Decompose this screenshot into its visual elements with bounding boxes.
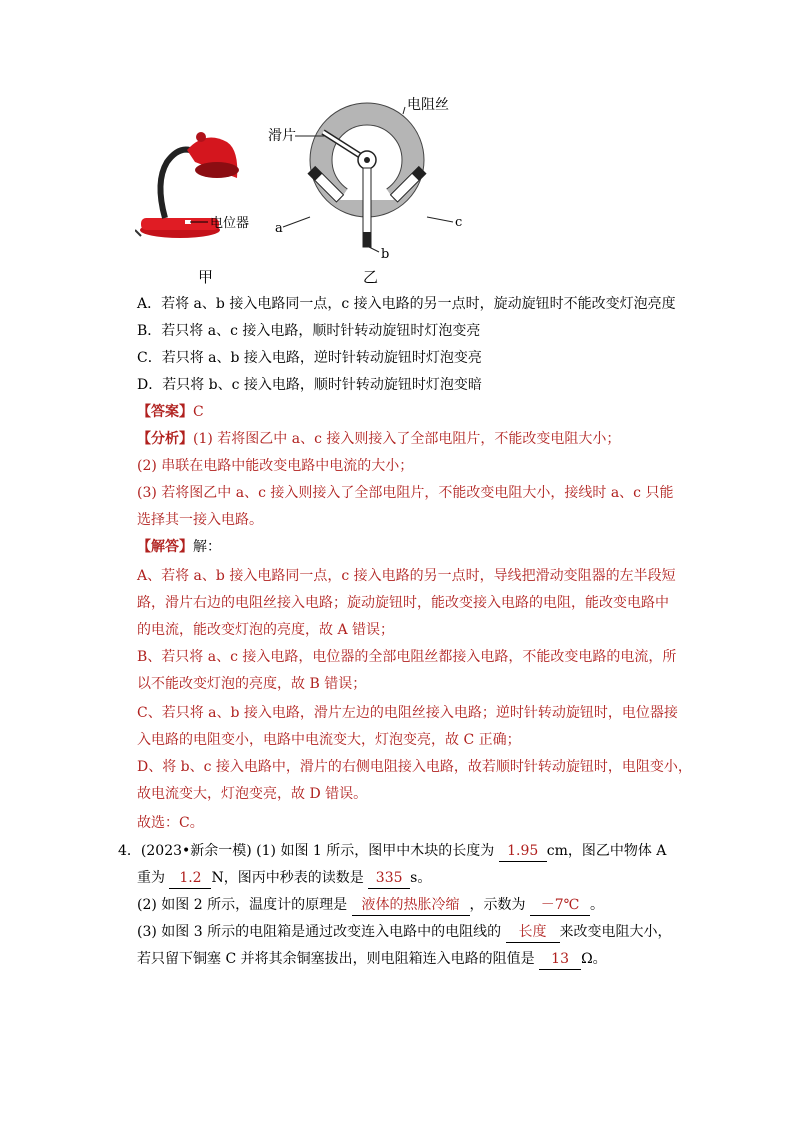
q4-unit-time: s。 [410,870,432,886]
solution-header [137,537,221,557]
label-slider: 滑片 [268,128,296,144]
potentiometer-figure [135,92,480,288]
solution-b-1: B、若只将 a、c 接入电路，电位器的全部电阻丝都接入电路，不能改变电路的电流，所 [137,649,677,665]
q4-line-2 [137,868,431,889]
label-resistance-wire: 电阻丝 [407,97,449,113]
terminal-c-label: c [455,215,463,230]
analysis-text-1: (1) 若将图乙中 a、c 接入则接入了全部电阻片，不能改变电阻大小； [193,431,621,447]
answer-tag: 【答案】 [137,404,193,420]
q4-unit-length: cm，图乙中物体 A [546,843,667,859]
solution-d-1: D、将 b、c 接入电路中，滑片的右侧电阻接入电路，故若顺时针转动旋钮时，电阻变小， [137,759,692,775]
caption-right: 乙 [363,268,379,286]
option-b: B．若只将 a、c 接入电路，顺时针转动旋钮时灯泡变亮 [137,323,481,339]
option-d: D．若只将 b、c 接入电路，顺时针转动旋钮时灯泡变暗 [137,377,482,393]
option-c: C．若只将 a、b 接入电路，逆时针转动旋钮时灯泡变亮 [137,350,482,366]
analysis-line-2: (2) 串联在电路中能改变电路中电流的大小； [137,458,414,474]
solution-c-1: C、若只将 a、b 接入电路，滑片左边的电阻丝接入电路；逆时针转动旋钮时，电位器接 [137,705,678,721]
analysis-line-1 [137,429,620,449]
q4-line-3 [137,895,604,916]
label-potentiometer: 电位器 [210,216,250,231]
q4-answer-resistance: 13 [539,949,581,970]
q4-answer-length: 1.95 [499,841,547,862]
q4-text-4b: 来改变电阻大小， [559,924,672,940]
q4-answer-time: 335 [368,868,410,889]
potentiometer-diagram [283,103,453,252]
answer-value: C [193,404,204,420]
solution-intro: 解： [193,539,221,555]
q4-text-4: (3) 如图 3 所示的电阻箱是通过改变连入电路中的电阻线的 [137,924,502,940]
solution-tag: 【解答】 [137,539,193,555]
solution-c-2: 入电路的电阻变小，电路中电流变大，灯泡变亮，故 C 正确； [137,732,521,748]
solution-a-3: 的电流，能改变灯泡的亮度，故 A 错误； [137,622,395,638]
q4-unit-resistance: Ω。 [581,951,607,967]
answer-line [137,402,204,422]
q4-number: 4． [118,843,141,859]
terminal-a-label: a [275,221,283,236]
solution-b-2: 以不能改变灯泡的亮度，故 B 错误； [137,676,367,692]
q4-text-2b: N，图丙中秒表的读数是 [211,870,364,886]
q4-text-3b: ，示数为 [469,897,526,913]
q4-line-4 [137,922,672,943]
q4-answer-factor: 长度 [506,922,560,943]
solution-a-1: A、若将 a、b 接入电路同一点，c 接入电路的另一点时，导线把滑动变阻器的左半段短 [137,568,676,584]
q4-text-3c: 。 [590,897,604,913]
q4-answer-weight: 1.2 [169,868,211,889]
q4-line-1 [118,841,666,862]
analysis-line-4: 选择其一接入电路。 [137,512,263,528]
q4-text-2: 重为 [137,870,165,886]
q4-text-3: (2) 如图 2 所示，温度计的原理是 [137,897,348,913]
q4-answer-principle: 液体的热胀冷缩 [352,895,470,916]
analysis-tag: 【分析】 [137,431,193,447]
q4-line-5 [137,949,607,970]
solution-a-2: 路，滑片右边的电阻丝接入电路；旋动旋钮时，能改变接入电路的电阻，能改变电路中 [137,595,669,611]
option-a: A．若将 a、b 接入电路同一点，c 接入电路的另一点时，旋动旋钮时不能改变灯泡亮度 [137,296,676,312]
analysis-line-3: (3) 若将图乙中 a、c 接入则接入了全部电阻片，不能改变电阻大小，接线时 a、c 只能 [137,485,674,501]
solution-choice: 故选：C。 [137,815,204,831]
q4-answer-temp: －7℃ [530,895,590,916]
q4-text-5: 若只留下铜塞 C 并将其余铜塞拔出，则电阻箱连入电路的阻值是 [137,951,535,967]
caption-left: 甲 [198,268,214,286]
q4-text-1: (2023•新余一模) (1) 如图 1 所示，图甲中木块的长度为 [140,843,495,859]
terminal-b-label: b [381,247,390,262]
solution-d-2: 故电流变大，灯泡变亮，故 D 错误。 [137,786,368,802]
